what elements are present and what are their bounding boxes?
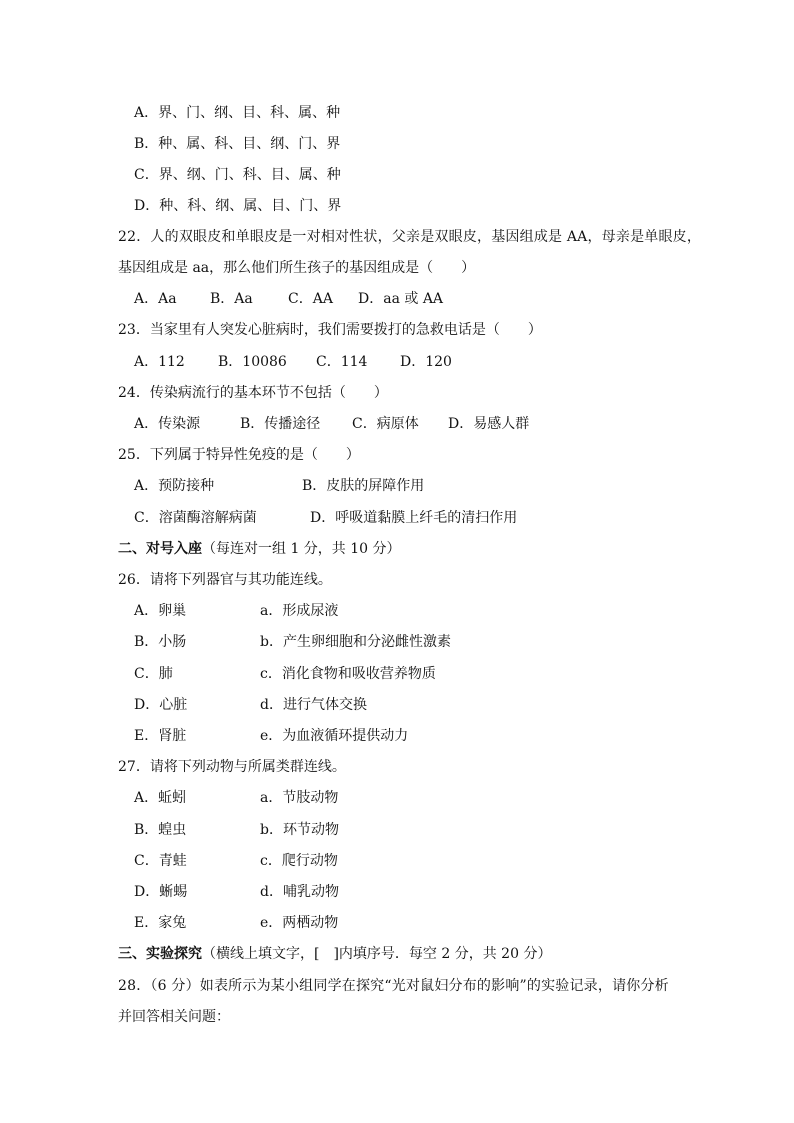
q23-option-c: C．114 [316,354,368,370]
q27-left-e: E．家兔 [134,915,187,931]
q22-option-b: B．Aa [210,291,253,307]
q22-stem-line2: 基因组成是 aa，那么他们所生孩子的基因组成是（ ） [118,260,476,276]
q25-option-c: C．溶菌酶溶解病菌 [134,510,257,526]
q27-left-c: C．青蛙 [134,853,187,869]
q26-right-b: b．产生卵细胞和分泌雌性激素 [260,634,451,650]
q24-option-d: D．易感人群 [448,416,530,432]
q26-right-d: d．进行气体交换 [260,697,367,713]
section-3-heading [118,945,551,963]
q27-right-a: a．节肢动物 [260,790,339,806]
q22-option-d: D．aa 或 AA [358,291,444,307]
q23-option-d: D．120 [400,354,452,370]
section-2-note: （每连对一组 1 分，共 10 分） [202,541,401,557]
q24-option-a: A．传染源 [134,416,201,432]
q26-left-b: B．小肠 [134,634,187,650]
q26-left-a: A．卵巢 [134,603,187,619]
section-3-title: 三、实验探究 [118,946,202,962]
q21-option-a: A．界、门、纲、目、科、属、种 [134,105,341,121]
q23-option-b: B．10086 [218,354,287,370]
q25-option-d: D．呼吸道黏膜上纤毛的清扫作用 [310,510,518,526]
q27-right-b: b．环节动物 [260,822,339,838]
q26-stem: 26．请将下列器官与其功能连线。 [118,572,332,588]
q24-option-c: C．病原体 [352,416,419,432]
q27-right-c: c．爬行动物 [260,853,338,869]
q26-left-e: E．肾脏 [134,728,187,744]
section-3-note: （横线上填文字，[ ]内填序号．每空 2 分，共 20 分） [202,946,552,962]
q27-left-a: A．蚯蚓 [134,790,187,806]
q24-option-b: B．传播途径 [240,416,321,432]
q23-option-a: A．112 [134,354,185,370]
q25-option-b: B．皮肤的屏障作用 [302,478,425,494]
q21-option-b: B．种、属、科、目、纲、门、界 [134,136,341,152]
q25-option-a: A．预防接种 [134,478,215,494]
q26-right-a: a．形成尿液 [260,603,339,619]
q21-option-c: C．界、纲、门、科、目、属、种 [134,167,341,183]
q21-option-d: D．种、科、纲、属、目、门、界 [134,198,342,214]
q28-stem-line2: 并回答相关问题： [118,1009,230,1025]
q22-option-a: A．Aa [134,291,177,307]
q27-left-b: B．蝗虫 [134,822,187,838]
q27-right-d: d．哺乳动物 [260,884,339,900]
q26-right-e: e．为血液循环提供动力 [260,728,409,744]
q26-left-c: C．肺 [134,666,173,682]
q28-stem-line1: 28．（6 分）如表所示为某小组同学在探究“光对鼠妇分布的影响”的实验记录，请你分析 [118,978,669,994]
section-2-title: 二、对号入座 [118,541,202,557]
q26-left-d: D．心脏 [134,697,188,713]
q23-stem: 23．当家里有人突发心脏病时，我们需要拨打的急救电话是（ ） [118,322,542,338]
q27-stem: 27．请将下列动物与所属类群连线。 [118,759,346,775]
q26-right-c: c．消化食物和吸收营养物质 [260,666,436,682]
q25-stem: 25．下列属于特异性免疫的是（ ） [118,447,360,463]
q27-right-e: e．两栖动物 [260,915,339,931]
section-2-heading [118,540,401,558]
q27-left-d: D．蜥蜴 [134,884,188,900]
q22-stem-line1: 22．人的双眼皮和单眼皮是一对相对性状，父亲是双眼皮，基因组成是 AA，母亲是单眼皮， [118,229,702,245]
q24-stem: 24．传染病流行的基本环节不包括（ ） [118,385,388,401]
q22-option-c: C．AA [288,291,333,307]
